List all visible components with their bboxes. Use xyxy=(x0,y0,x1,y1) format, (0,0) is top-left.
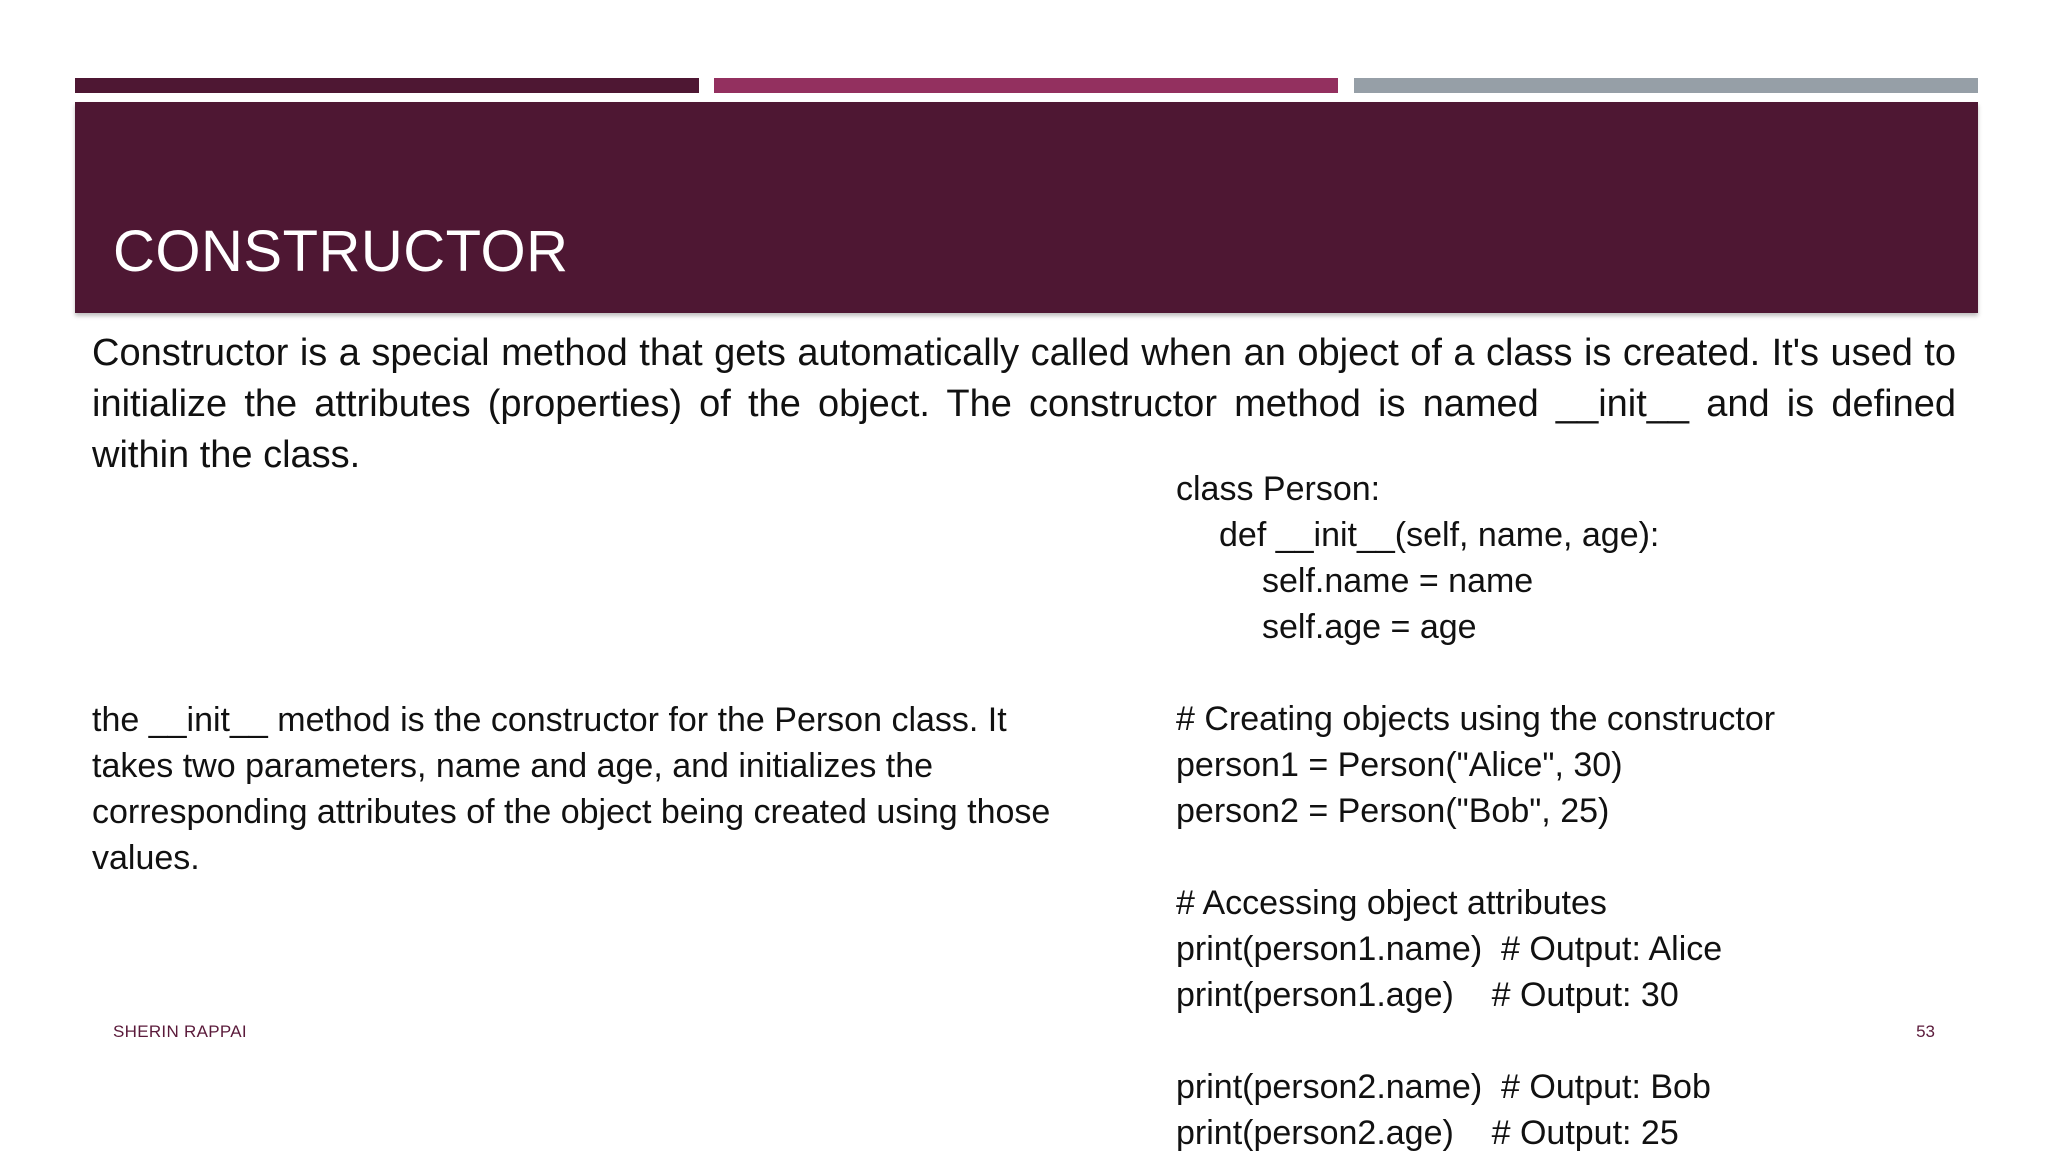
code-block xyxy=(1176,466,1996,1156)
intro-paragraph: Constructor is a special method that gets automatically called when an object of a class is created. It's used to initialize the attributes (properties) of the object. The constructor method is named __init__ and is defined within the class. xyxy=(92,332,1956,476)
title-band xyxy=(75,102,1978,313)
code-line: def __init__(self, name, age): xyxy=(1219,516,1660,554)
code-line: person1 = Person("Alice", 30) xyxy=(1176,746,1623,784)
code-line xyxy=(1176,834,1996,880)
accent-bar-gray xyxy=(1354,78,1978,93)
code-line: print(person1.name) # Output: Alice xyxy=(1176,930,1723,968)
code-line: # Accessing object attributes xyxy=(1176,884,1607,922)
code-line: # Creating objects using the constructor xyxy=(1176,700,1776,738)
slide-title: CONSTRUCTOR xyxy=(113,219,569,284)
code-line: print(person2.age) # Output: 25 xyxy=(1176,1114,1679,1152)
page-number: 53 xyxy=(1916,1022,1935,1041)
accent-bar-magenta xyxy=(714,78,1338,93)
explanation-paragraph: the __init__ method is the constructor for the Person class. It takes two parameters, name and age, and initializes the corresponding attributes of the object being created using those values. xyxy=(92,701,1051,877)
code-line xyxy=(1176,1018,1996,1064)
code-line: person2 = Person("Bob", 25) xyxy=(1176,792,1610,830)
code-line: print(person2.name) # Output: Bob xyxy=(1176,1068,1711,1106)
code-line: self.age = age xyxy=(1262,608,1477,646)
accent-bar-dark xyxy=(75,78,699,93)
code-line: self.name = name xyxy=(1262,562,1534,600)
code-line xyxy=(1176,650,1996,696)
code-line: print(person1.age) # Output: 30 xyxy=(1176,976,1679,1014)
footer-author: SHERIN RAPPAI xyxy=(113,1022,247,1041)
code-line: class Person: xyxy=(1176,470,1381,508)
